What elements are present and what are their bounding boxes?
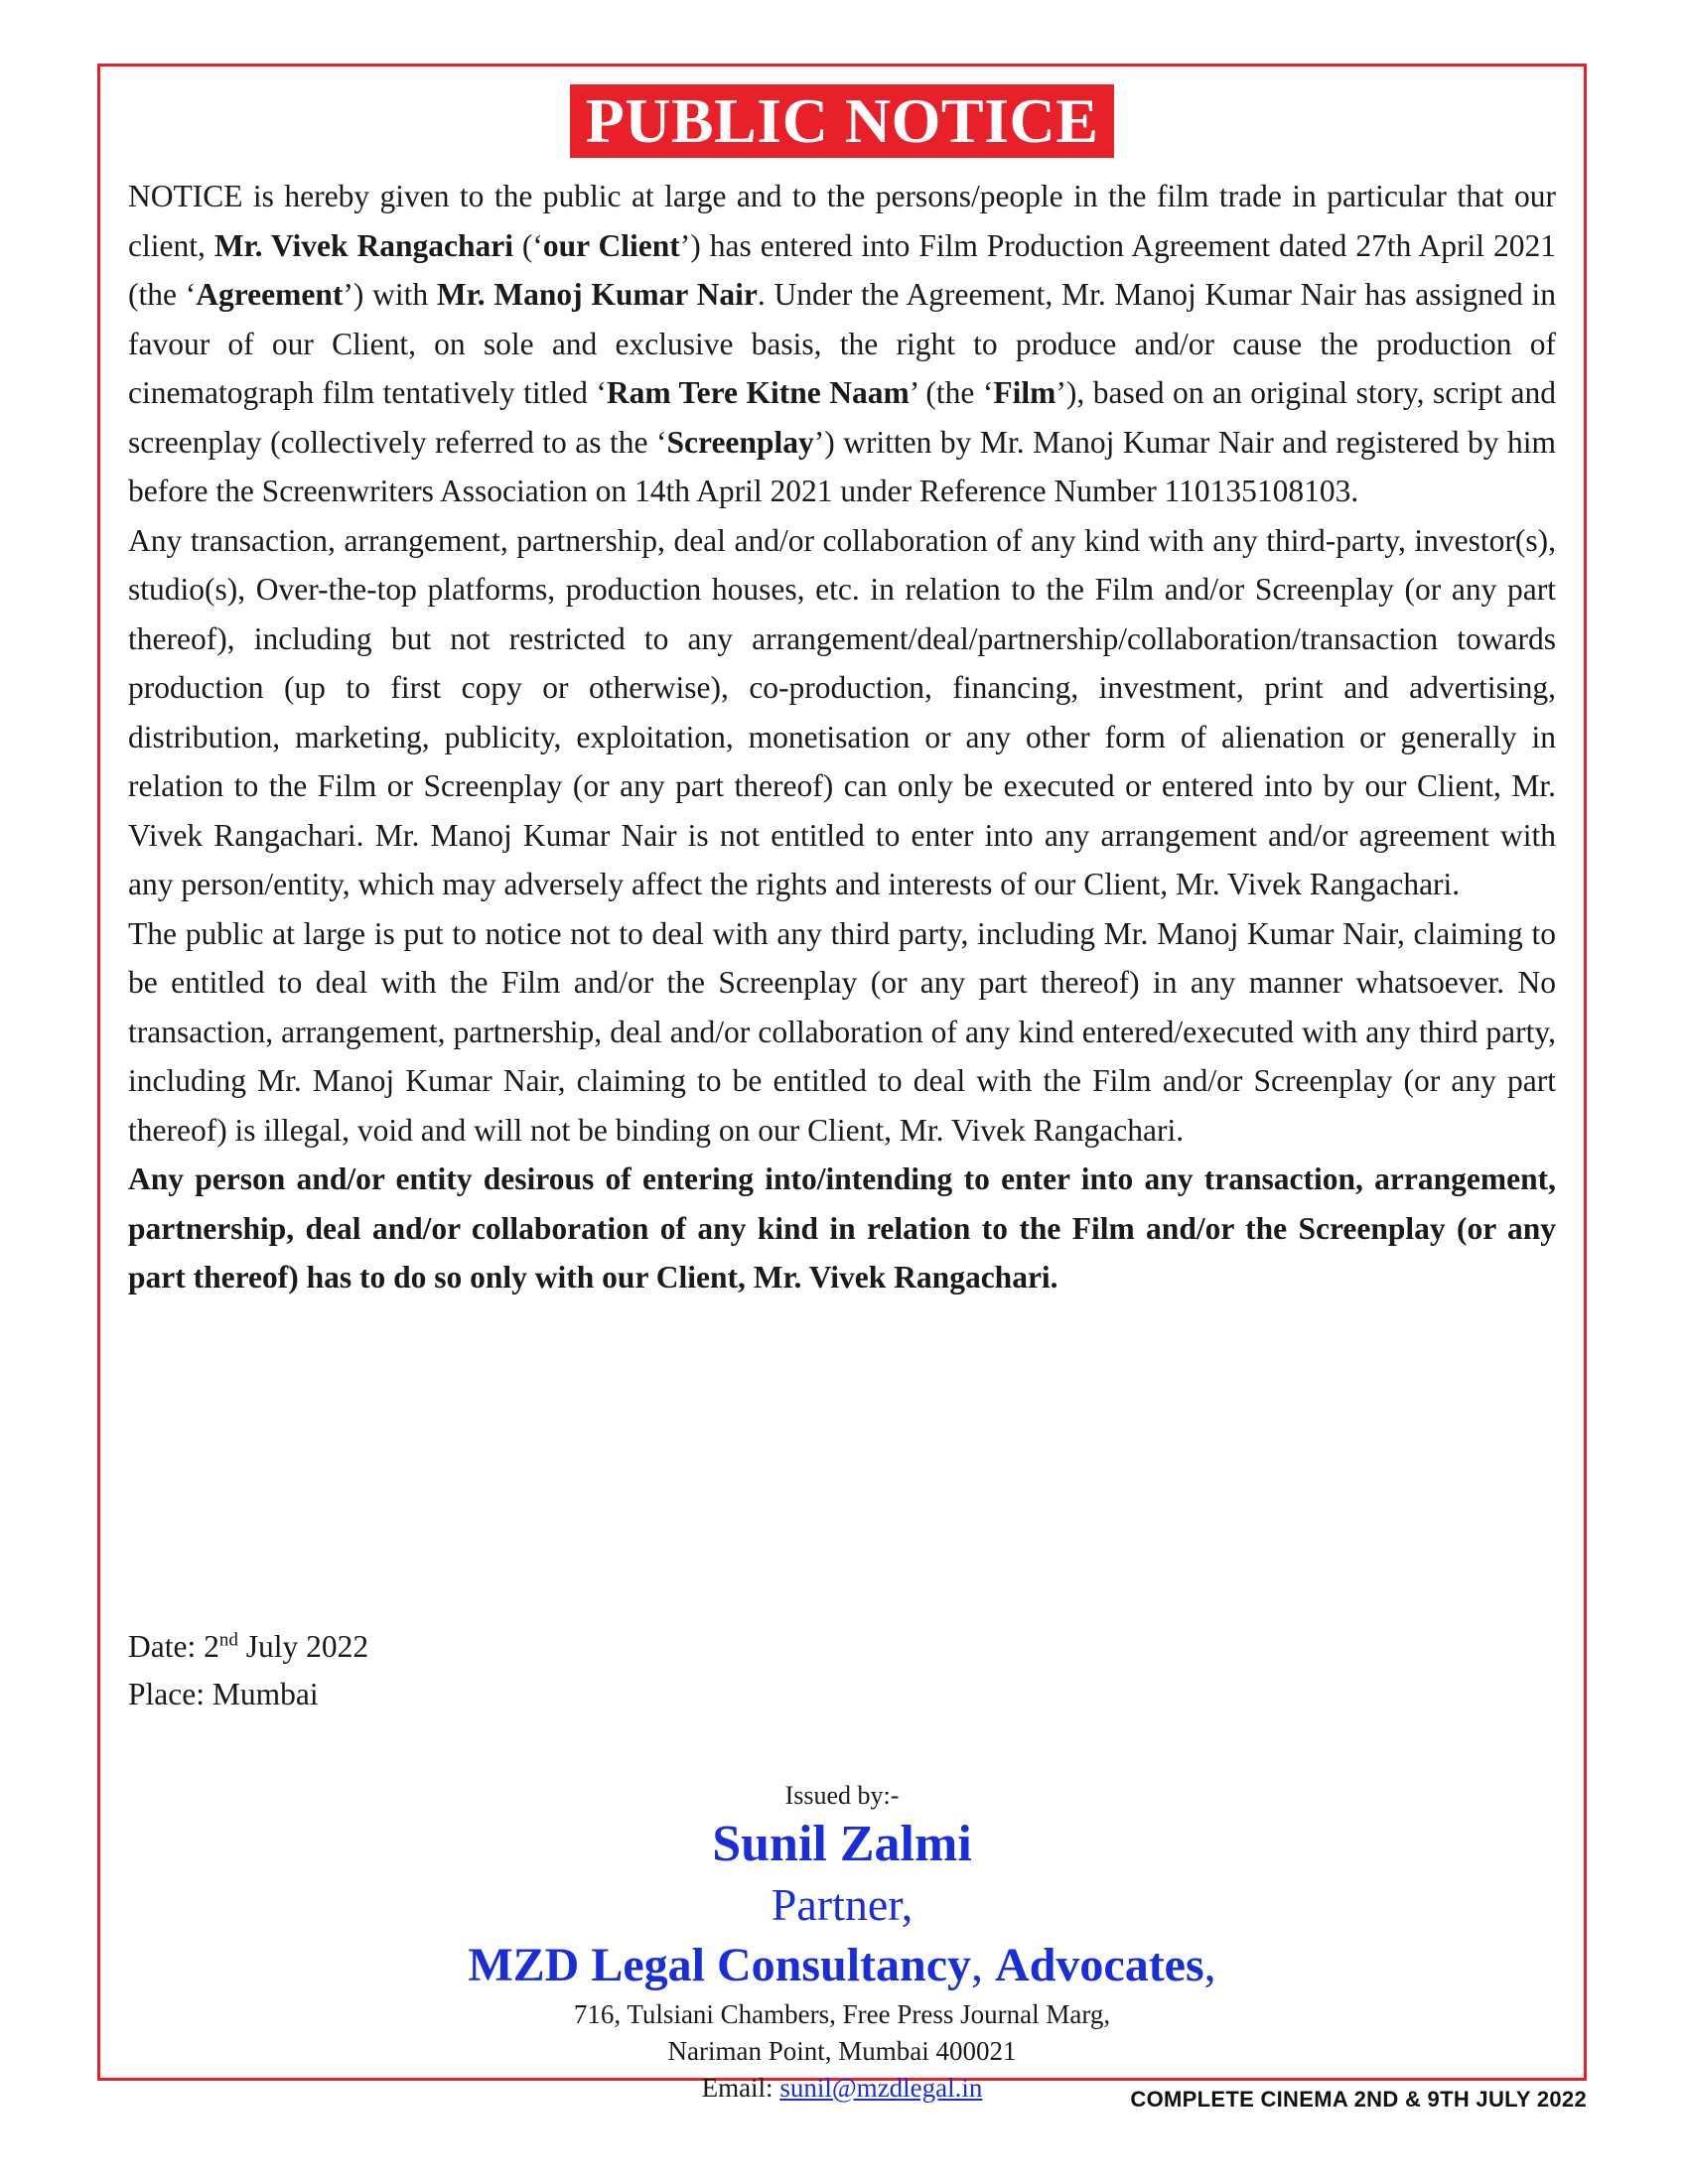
firm-suffix: Advocates: [995, 1939, 1204, 1991]
firm-name: MZD Legal Consultancy: [468, 1939, 972, 1991]
paragraph-public-warning: The public at large is put to notice not to deal with any third party, including Mr. Manoj Kumar Nair, claiming to be entitled to deal with the Film and/or the Screenplay (or any part thereof) in any manner whatsoever. No transaction, arrangement, partnership, deal and/or collaboration of any kind entered/executed with any third party, including Mr. Manoj Kumar Nair, claiming to be entitled to deal with the Film and/or Screenplay (or any part thereof) is illegal, void and will not be binding on our Client, Mr. Vivek Rangachari.: [128, 915, 1556, 1148]
film-title: Ram Tere Kitne Naam: [606, 375, 910, 410]
issued-by-label: Issued by:-: [784, 1781, 900, 1810]
email-link[interactable]: sunil@mzdlegal.in: [779, 2073, 983, 2103]
p1-text-1: NOTICE is hereby given to the public at large and to the persons/people in the film trade in particular that our client,: [128, 179, 1556, 263]
firm-separator: ,: [971, 1939, 996, 1991]
issuer-firm: [100, 1935, 1584, 1996]
title-wrap: [100, 84, 1584, 158]
paragraph-agreement: [128, 172, 1556, 516]
writer-name: Mr. Manoj Kumar Nair: [436, 277, 758, 312]
p1-text-5: . Under the Agreement, Mr. Manoj Kumar Nair has assigned in favour of our Client, on sole and exclusive basis, the right to produce and/or cause the production of cinematograph film tentatively titled ‘: [128, 277, 1556, 410]
p1-text-8: ’) written by Mr. Manoj Kumar Nair and registered by him before the Screenwriters Association on 14th April 2021 under Reference Number 110135108103.: [128, 424, 1556, 508]
notice-meta: [128, 1623, 368, 1718]
address-line-2: Nariman Point, Mumbai 400021: [667, 2036, 1017, 2066]
issuer-role: Partner,: [771, 1879, 914, 1930]
date-label: Date: 2: [128, 1629, 219, 1664]
agreement-term: Agreement: [196, 277, 344, 312]
issuer-block: [100, 1778, 1584, 2107]
client-term: our Client: [542, 227, 680, 263]
firm-end: ,: [1203, 1939, 1216, 1991]
notice-title: PUBLIC NOTICE: [570, 84, 1115, 158]
film-term: Film: [993, 375, 1056, 410]
notice-body: [128, 172, 1556, 1302]
p1-text-6: ’ (the ‘: [909, 375, 994, 410]
screenplay-term: Screenplay: [666, 424, 814, 460]
address-line-1: 716, Tulsiani Chambers, Free Press Journal Marg,: [573, 1999, 1111, 2029]
date-rest: July 2022: [237, 1629, 369, 1664]
p1-text-2: (‘: [512, 227, 543, 263]
p1-text-4: ’) with: [343, 277, 437, 312]
notice-date: [128, 1623, 368, 1671]
paragraph-transactions: Any transaction, arrangement, partnership, deal and/or collaboration of any kind with any third-party, investor(s), studio(s), Over-the-top platforms, production houses, etc. in relation to the Film and/or Screenplay (or any part thereof), including but not restricted to any arrangement/deal/partnership/collaboration/transaction towards production (up to first copy or otherwise), co-production, financing, investment, print and advertising, distribution, marketing, publicity, exploitation, monetisation or any other form of alienation or generally in relation to the Film or Screenplay (or any part thereof) can only be executed or entered into by our Client, Mr. Vivek Rangachari. Mr. Manoj Kumar Nair is not entitled to enter into any arrangement and/or agreement with any person/entity, which may adversely affect the rights and interests of our Client, Mr. Vivek Rangachari.: [128, 522, 1556, 901]
p1-text-3: ’) has entered into Film Production Agreement dated 27th April 2021 (the ‘: [128, 227, 1557, 312]
p1-text-7: ’), based on an original story, script and screenplay (collectively referred to as the ‘: [128, 375, 1556, 460]
client-name: Mr. Vivek Rangachari: [213, 227, 513, 263]
paragraph-contact-client: Any person and/or entity desirous of entering into/intending to enter into any transaction, arrangement, partnership, deal and/or collaboration of any kind in relation to the Film and/or the Screenplay (or any part thereof) has to do so only with our Client, Mr. Vivek Rangachari.: [128, 1161, 1556, 1295]
email-label: Email:: [701, 2073, 780, 2103]
publication-footer: COMPLETE CINEMA 2ND & 9TH JULY 2022: [1130, 2087, 1587, 2112]
date-suffix: nd: [218, 1629, 238, 1651]
notice-place: Place: Mumbai: [128, 1677, 319, 1711]
issuer-name: Sunil Zalmi: [712, 1816, 972, 1872]
